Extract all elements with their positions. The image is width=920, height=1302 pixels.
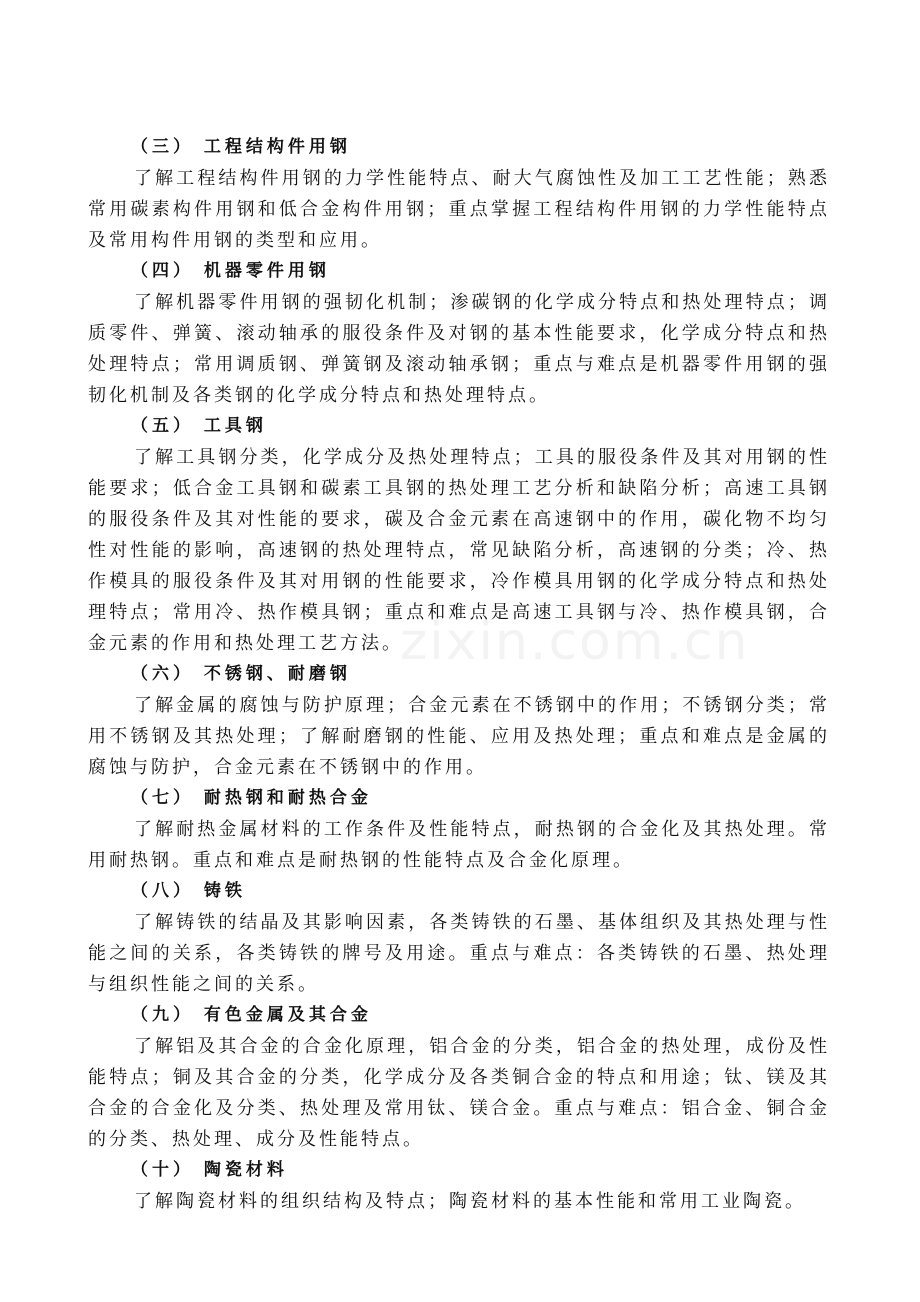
section-3 (88, 132, 830, 256)
section-heading: （九） 有色金属及其合金 (131, 1005, 372, 1025)
section-body: 了解金属的腐蚀与防护原理；合金元素在不锈钢中的作用；不锈钢分类；常用不锈钢及其热处理；了解耐磨钢的性能、应用及热处理；重点和难点是金属的腐蚀与防护，合金元素在不锈钢中的作用。 (88, 695, 830, 778)
section-body: 了解耐热金属材料的工作条件及性能特点，耐热钢的合金化及其热处理。常用耐热钢。重点和难点是耐热钢的性能特点及合金化原理。 (88, 819, 830, 871)
section-body: 了解工具钢分类，化学成分及热处理特点；工具的服役条件及其对用钢的性能要求；低合金工具钢和碳素工具钢的热处理工艺分析和缺陷分析；高速工具钢的服役条件及其对性能的要求，碳及合金元素在高速钢中的作用，碳化物不均匀性对性能的影响，高速钢的热处理特点，常见缺陷分析，高速钢的分类；冷、热作模具的服役条件及其对用钢的性能要求，冷作模具用钢的化学成分特点和热处理特点；常用冷、热作模具钢；重点和难点是高速工具钢与冷、热作模具钢，合金元素的作用和热处理工艺方法。 (88, 447, 830, 654)
watermark: zixin.com.cn (400, 612, 750, 672)
section-body: 了解机器零件用钢的强韧化机制；渗碳钢的化学成分特点和热处理特点；调质零件、弹簧、滚动轴承的服役条件及对钢的基本性能要求，化学成分特点和热处理特点；常用调质钢、弹簧钢及滚动轴承钢；重点与难点是机器零件用钢的强韧化机制及各类钢的化学成分特点和热处理特点。 (88, 292, 830, 406)
section-body: 了解铝及其合金的合金化原理，铝合金的分类，铝合金的热处理，成份及性能特点；铜及其合金的分类，化学成分及各类铜合金的特点和用途；钛、镁及其合金的合金化及分类、热处理及常用钛、镁合金。重点与难点：铝合金、铜合金的分类、热处理、成分及性能特点。 (88, 1036, 830, 1150)
section-body: 了解陶瓷材料的组织结构及特点；陶瓷材料的基本性能和常用工业陶瓷。 (134, 1191, 806, 1212)
section-8 (88, 876, 830, 1000)
section-6 (88, 659, 830, 783)
section-body: 了解工程结构件用钢的力学性能特点、耐大气腐蚀性及加工工艺性能；熟悉常用碳素构件用钢和低合金构件用钢；重点掌握工程结构件用钢的力学性能特点及常用构件用钢的类型和应用。 (88, 168, 830, 251)
section-body: 了解铸铁的结晶及其影响因素，各类铸铁的石墨、基体组织及其热处理与性能之间的关系，各类铸铁的牌号及用途。重点与难点：各类铸铁的石墨、热处理与组织性能之间的关系。 (88, 912, 830, 995)
section-4 (88, 256, 830, 411)
section-10 (88, 1155, 830, 1217)
section-heading: （八） 铸铁 (131, 881, 246, 901)
document-page (88, 132, 830, 1217)
section-heading: （十） 陶瓷材料 (131, 1160, 288, 1180)
section-9 (88, 1000, 830, 1155)
section-heading: （五） 工具钢 (131, 416, 267, 436)
section-heading: （三） 工程结构件用钢 (131, 137, 351, 157)
section-heading: （七） 耐热钢和耐热合金 (131, 788, 372, 808)
section-7 (88, 783, 830, 876)
section-heading: （四） 机器零件用钢 (131, 261, 330, 281)
section-heading: （六） 不锈钢、耐磨钢 (131, 664, 351, 684)
section-5 (88, 411, 830, 659)
